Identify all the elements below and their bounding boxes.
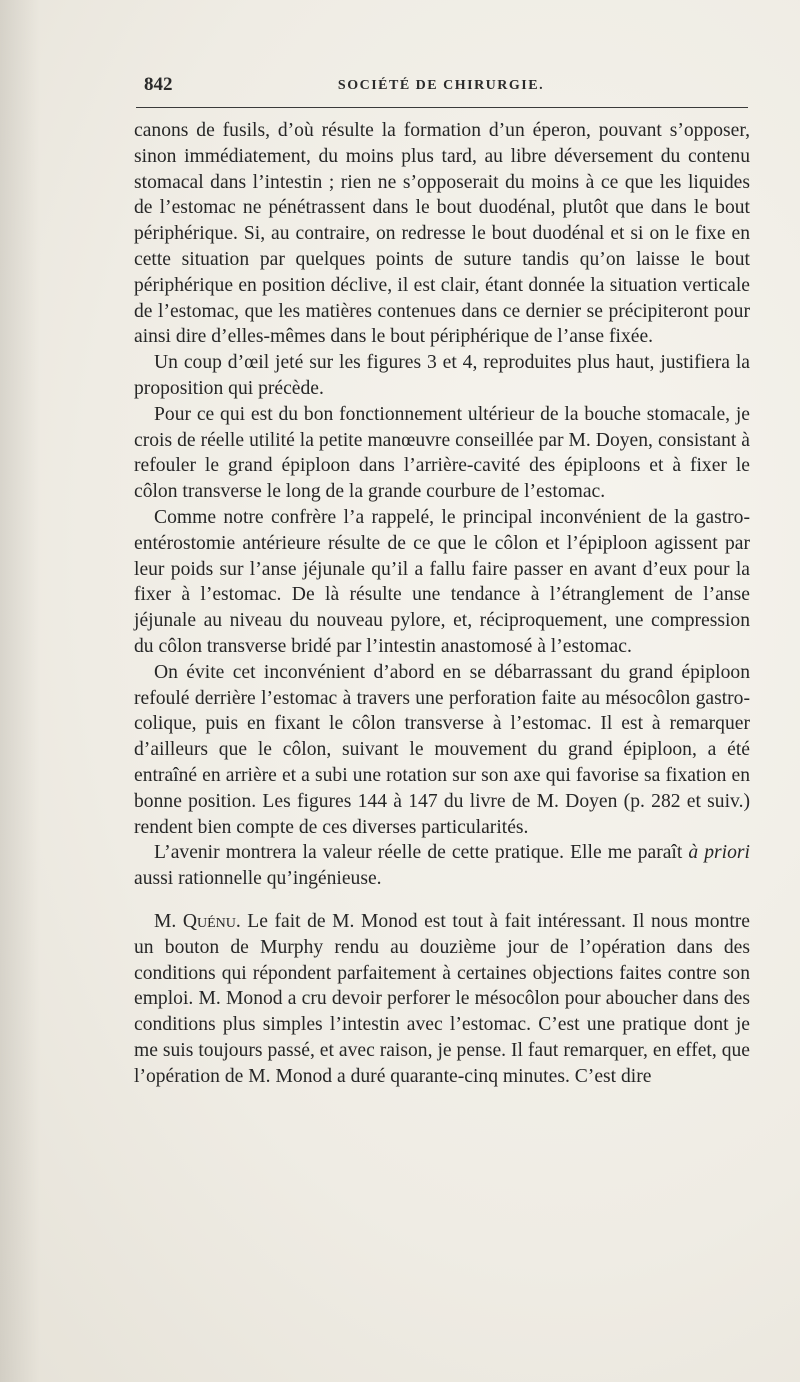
paragraph-6-text-after: aussi rationnelle qu’ingénieuse. (134, 868, 382, 890)
paragraph-6-text-before: L’avenir montrera la valeur réelle de cette pratique. Elle me paraît (154, 842, 689, 864)
speaker-name: M. Quénu. (154, 910, 241, 932)
paragraph-6-emphasis: à priori (688, 842, 750, 864)
paragraph-7-text: Le fait de M. Monod est tout à fait intéressant. Il nous montre un bouton de Murphy rendu au douzième jour de l’opération dans des conditions qui répondent parfaitement à certaines objections faites contre son emploi. M. Monod a cru devoir perforer le mésocôlon pour aboucher dans des conditions plus simples l’intestin avec l’estomac. C’est une pratique dont je me suis toujours passé, et avec raison, je pense. Il faut remarquer, en effet, que l’opération de M. Monod a duré quarante-cinq minutes. C’est dire (134, 910, 750, 1087)
body-text (134, 118, 750, 1089)
paragraph-4: Comme notre confrère l’a rappelé, le principal inconvénient de la gastro-entérostomie antérieure résulte de ce que le côlon et l’épiploon agissent par leur poids sur l’anse jéjunale qu’il a fallu faire passer en avant d’eux pour la fixer à l’estomac. De là résulte une tendance à l’étranglement de l’anse jéjunale au niveau du nouveau pylore, et, réciproquement, une compression du côlon transverse bridé par l’intestin anastomosé à l’estomac. (134, 506, 750, 657)
page-number: 842 (144, 74, 173, 95)
paragraph-5: On évite cet inconvénient d’abord en se débarrassant du grand épiploon refoulé derrière l’estomac à travers une perforation faite au mésocôlon gastro-colique, puis en fixant le côlon transverse à l’estomac. Il est à remarquer d’ailleurs que le côlon, suivant le mouvement du grand épiploon, a été entraîné en arrière et a subi une rotation sur son axe qui favorise sa fixation en bonne position. Les figures 144 à 147 du livre de M. Doyen (p. 282 et suiv.) rendent bien compte de ces diverses particularités. (134, 661, 750, 838)
paragraph-7 (134, 909, 750, 1090)
page-header (134, 72, 748, 100)
page-edge-shadow (0, 0, 40, 1382)
paragraph-6 (134, 840, 750, 892)
paragraph-2: Un coup d’œil jeté sur les figures 3 et 4, reproduites plus haut, justifiera la proposition qui précède. (134, 352, 750, 399)
running-title: SOCIÉTÉ DE CHIRURGIE. (337, 78, 545, 93)
paragraph-3: Pour ce qui est du bon fonctionnement ultérieur de la bouche stomacale, je crois de réelle utilité la petite manœuvre conseillée par M. Doyen, consistant à refouler le grand épiploon dans l’arrière-cavité des épiploons et à fixer le côlon transverse le long de la grande courbure de l’estomac. (134, 403, 750, 503)
paragraph-1: canons de fusils, d’où résulte la formation d’un éperon, pouvant s’opposer, sinon immédiatement, du moins plus tard, au libre déversement du contenu stomacal dans l’intestin ; rien ne s’opposerait du moins à ce que les liquides de l’estomac ne pénétrassent dans le bout duodénal, plutôt que dans le bout périphérique. Si, au contraire, on redresse le bout duodénal et si on le fixe en cette situation par quelques points de suture tandis qu’on laisse le bout périphérique en position déclive, il est clair, étant donnée la situation verticale de l’estomac, que les matières contenues dans ce dernier se précipiteront pour ainsi dire d’elles-mêmes dans le bout périphérique de l’anse fixée. (134, 120, 750, 348)
header-rule (136, 107, 748, 108)
